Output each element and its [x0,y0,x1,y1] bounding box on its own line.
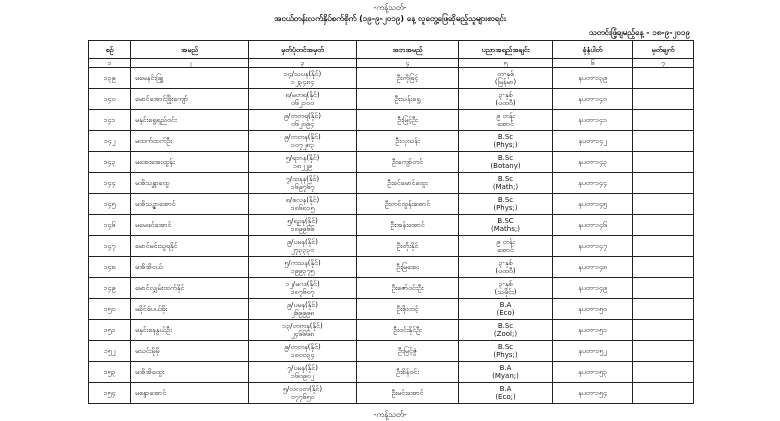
cell-father-name: ဦးဝင်းနိုင်ဦး [357,320,459,341]
cell-father-name: ဦးအန်းအောင် [357,215,459,236]
cell-father-name: ဦးမြင့်ဇွဲ [357,341,459,362]
cell-nrc: ၉/တတရ(နိုင်) ၀၆၂၀၉၄ [249,110,357,131]
cell-nrc: ၅/ကသန(နိုင်) ၁၉၉၃၇၅ [249,257,357,278]
cell-remark [633,152,694,173]
table-row [89,173,694,194]
cell-father-name: ဦးမင်းအောင် [357,383,459,404]
cell-nrc: ၅/ရဥန(နိုင်) ၁၈၉၉၆၆ [249,215,357,236]
cell-education: တ-နှစ် (မြန်မာ) [459,68,553,89]
col-header-name: အမည် [131,41,249,59]
cell-remark [633,68,694,89]
cell-education: ၃-နှစ် (ပထဝီ) [459,257,553,278]
col-number: ၄ [357,59,459,68]
top-restricted-mark: -ကန့်သတ်- [373,3,407,12]
col-number: ၃ [249,59,357,68]
table-row [89,131,694,152]
cell-father-name: ဦးလှသန်း [357,131,459,152]
cell-seat-number: နပတ-၁၄၆ [553,215,633,236]
cell-remark [633,89,694,110]
cell-remark [633,299,694,320]
cell-serial: ၁၅၄ [89,383,131,404]
cell-seat-number: နပတ-၁၅၂ [553,341,633,362]
table-row [89,152,694,173]
cell-serial: ၁၃၉ [89,68,131,89]
cell-seat-number: နပတ-၁၅၁ [553,320,633,341]
cell-nrc: ၇/ထနန(နိုင်) ၁၆၉၇၆၇ [249,173,357,194]
cell-name: မနှင်းနေနွယ်ဦး [131,320,249,341]
table-row [89,320,694,341]
cell-father-name: ဦးကိုဖြင့် [357,68,459,89]
cell-seat-number: နပတ-၁၄၃ [553,152,633,173]
cell-seat-number: နပတ-၁၃၉ [553,68,633,89]
cell-remark [633,215,694,236]
cell-seat-number: နပတ-၁၄၇ [553,236,633,257]
cell-remark [633,383,694,404]
cell-father-name: ဦးတိုးနိုင် [357,236,459,257]
cell-father-name: ဦးခင်မောင်ထွေး [357,173,459,194]
cell-father-name: ဦးစိန်ဝင်း [357,362,459,383]
cell-remark [633,278,694,299]
col-number: ၅ [459,59,553,68]
col-header-father: အဘအမည် [357,41,459,59]
cell-remark [633,341,694,362]
cell-nrc: ၈/မတရ(နိုင်) ၀၆၂၁၀၀ [249,89,357,110]
table-row [89,278,694,299]
col-number: ၇ [633,59,694,68]
table-row [89,89,694,110]
cell-serial: ၁၄၉ [89,278,131,299]
cell-nrc: ၉/ပမန(နိုင်) ၂၆၉၉၉၈ [249,299,357,320]
candidate-table [88,40,694,404]
cell-remark [633,110,694,131]
cell-education: B.Sc (Botany) [459,152,553,173]
cell-serial: ၁၅၀ [89,299,131,320]
cell-nrc: ၅/ရဘန(နိုင်) ၁၈၂၂၉ [249,152,357,173]
cell-remark [633,131,694,152]
cell-name: မစန္ဒာအောင် [131,383,249,404]
table-row [89,215,694,236]
col-number: ၁ [89,59,131,68]
column-number-row [89,59,694,68]
cell-seat-number: နပတ-၁၄၈ [553,257,633,278]
cell-nrc: ၁၃/တကန(နိုင်) ၂၄၆၆၆၈ [249,320,357,341]
cell-education: ၃-နှစ် (ပထဝီ) [459,89,553,110]
cell-father-name: ဦးတင်ထွန်းအောင် [357,194,459,215]
col-number: ၆ [553,59,633,68]
cell-remark [633,194,694,215]
col-number: ၂ [131,59,249,68]
cell-name: မအိအိငယ် [131,257,249,278]
cell-serial: ၁၄၆ [89,215,131,236]
col-header-seat: ခုံနံပါတ် [553,41,633,59]
cell-seat-number: နပတ-၁၄၁ [553,110,633,131]
cell-nrc: ၅/လလတ(နိုင်) ၀၇၇၆၅၀ [249,383,357,404]
table-row [89,257,694,278]
header-row [89,41,694,59]
cell-father-name: ဦးကျော်တင် [357,152,459,173]
cell-education: B.A (Eco) [459,299,553,320]
table-row [89,383,694,404]
cell-nrc: ၁၂/မဂဒ(နိုင်) ၁၈၇၆၀၇ [249,278,357,299]
cell-education: B.Sc (Zool;) [459,320,553,341]
cell-nrc: ၇/ပမန(နိုင်) ၁၆၀၉၀၂ [249,362,357,383]
cell-seat-number: နပတ-၁၄၉ [553,278,633,299]
table-row [89,194,694,215]
table-row [89,299,694,320]
cell-name: မောင်အောင်ဖြိုးကျော် [131,89,249,110]
cell-seat-number: နပတ-၁၅၃ [553,362,633,383]
cell-remark [633,320,694,341]
cell-seat-number: နပတ-၁၅၄ [553,383,633,404]
cell-father-name: ဦးမြအေး [357,257,459,278]
cell-father-name: ဦးမြင့်ဦး [357,110,459,131]
cell-seat-number: နပတ-၁၄၀ [553,89,633,110]
cell-serial: ၁၅၂ [89,341,131,362]
col-header-nrc: မှတ်ပုံတင်အမှတ် [249,41,357,59]
cell-seat-number: နပတ-၁၄၂ [553,131,633,152]
cell-remark [633,362,694,383]
date-line: သတင်းဖြံ့ချမည့်နေ့ - ၁၈-၉-၂၀၁၉ [589,28,690,37]
cell-serial: ၁၄၃ [89,152,131,173]
table-row [89,68,694,89]
cell-education: B.Sc (Phys;) [459,194,553,215]
cell-nrc: ၉/ပမန(နိုင်) ၂၇၃၃၃၀ [249,236,357,257]
cell-education: B.A (Myan;) [459,362,553,383]
cell-name: မထက်ထက်ဦး [131,131,249,152]
cell-remark [633,236,694,257]
cell-remark [633,173,694,194]
col-header-education: ပညာအရည်အချင်း [459,41,553,59]
cell-serial: ၁၅၁ [89,320,131,341]
cell-education: B.Sc (Phys;) [459,131,553,152]
cell-nrc: ၉/တတန(နိုင်) ၁၈၀၀၃၄ [249,341,357,362]
cell-seat-number: နပတ-၁၄၅ [553,194,633,215]
cell-education: ၃-နှစ် (သမိုင်း) [459,278,553,299]
cell-education: ၉ တန်း အောင် [459,236,553,257]
cell-education: B.SC (Maths;) [459,215,553,236]
cell-education: B.A (Eco;) [459,383,553,404]
col-header-remark: မှတ်ချက် [633,41,694,59]
cell-name: မနှင်းရွေရည်ဝင်း [131,110,249,131]
cell-name: မအေးအေးထွန်း [131,152,249,173]
cell-serial: ၁၅၃ [89,362,131,383]
cell-serial: ၁၄၄ [89,173,131,194]
cell-serial: ၁၄၈ [89,257,131,278]
cell-father-name: ဦးသန်းရွေ [357,89,459,110]
cell-serial: ၁၄၀ [89,89,131,110]
cell-education: B.Sc (Math;) [459,173,553,194]
cell-remark [633,257,694,278]
cell-serial: ၁၄၇ [89,236,131,257]
cell-seat-number: နပတ-၁၅၀ [553,299,633,320]
cell-father-name: ဦးစိုးတင့် [357,299,459,320]
col-header-serial: စဉ် [89,41,131,59]
cell-name: မမေဖင်အောင် [131,215,249,236]
cell-name: မောင်မင်းသူရနိုင် [131,236,249,257]
cell-name: မခိုင်စံပယ်ဖိုး [131,299,249,320]
cell-name: မသင်းမိုမို [131,341,249,362]
cell-serial: ၁၄၁ [89,110,131,131]
cell-seat-number: နပတ-၁၄၄ [553,173,633,194]
bottom-restricted-mark: -ကန့်သတ်- [373,410,407,419]
cell-nrc: ၉/တတန(နိုင်) ၁၀၇၂၈၃ [249,131,357,152]
table-row [89,341,694,362]
document-title: အငယ်တန်းလက်နှိပ်စက်စိုက် (၁၉-၉-၂၀၁၉) နေ့ လူတွေ့ဖြေဆိုမည့်သူများစာရင်း [274,14,506,23]
cell-name: မောင်လျှမ်းထက်နိုင် [131,278,249,299]
cell-father-name: ဦးဇော်ဝင်းဦး [357,278,459,299]
table-row [89,110,694,131]
cell-name: မအိအိထွေး [131,362,249,383]
table-row [89,362,694,383]
cell-serial: ၁၄၅ [89,194,131,215]
cell-name: မအိသန္တာထွေ [131,173,249,194]
cell-education: B.Sc (Phys;) [459,341,553,362]
cell-name: မမေနင်းဖြူ [131,68,249,89]
cell-serial: ၁၄၂ [89,131,131,152]
table-row [89,236,694,257]
cell-education: ၉ တန်း အောင် [459,110,553,131]
cell-nrc: ၈/စလန(နိုင်) ၁၈၆၈၁၅ [249,194,357,215]
cell-nrc: ၁၄/သပန(နိုင်) ၁၂၃၄၈၄ [249,68,357,89]
cell-name: မအိသဉ္ဇာအောင် [131,194,249,215]
